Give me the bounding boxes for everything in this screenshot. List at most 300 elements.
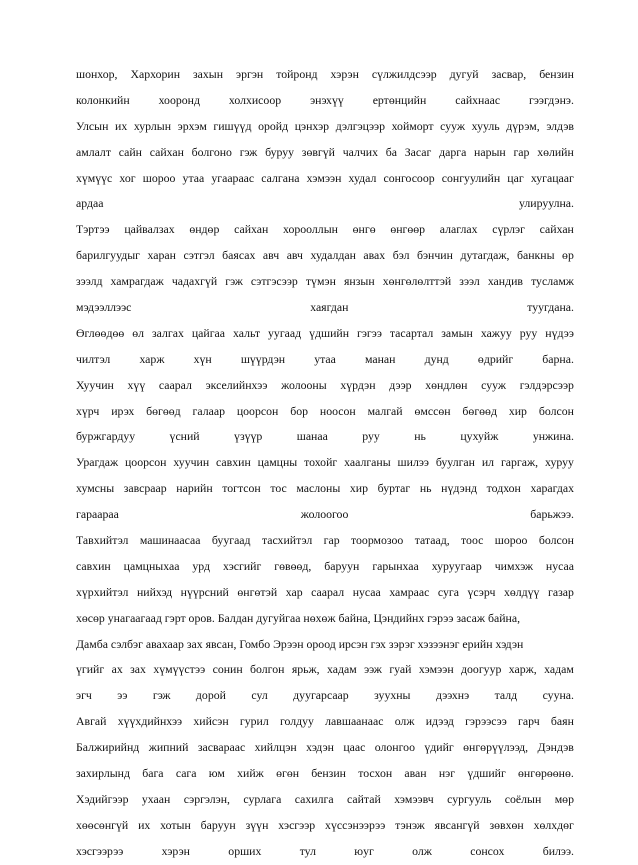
word: бэнчин <box>416 248 453 263</box>
word: мэдээллээс <box>76 300 132 315</box>
word: лавшаанаас <box>325 714 384 729</box>
word: ах <box>111 662 123 677</box>
word: саарал <box>311 584 345 599</box>
word: хөлийн <box>537 144 574 159</box>
word: татаад, <box>414 533 450 548</box>
word: зуухны <box>374 688 411 703</box>
word: гишүүд <box>213 118 252 133</box>
word: буулган <box>435 455 475 470</box>
word: явсангүй <box>434 817 480 832</box>
word: зөвгүй <box>301 144 335 159</box>
word: доогуур <box>461 662 502 677</box>
word: энэхүү <box>310 92 344 107</box>
word: нь <box>419 481 432 496</box>
word: хэмээн <box>306 170 342 185</box>
word: хальт <box>232 325 261 340</box>
word: тос <box>270 481 287 496</box>
word: холхисоор <box>228 92 282 107</box>
word: бор <box>290 403 308 418</box>
word: сонгуулийн <box>441 170 501 185</box>
word: ардаа <box>76 196 104 211</box>
word: шилээ <box>397 455 429 470</box>
word: хүн <box>193 351 212 366</box>
word: банкны <box>517 248 555 263</box>
word: гэж <box>225 274 243 289</box>
word: болсон <box>538 403 574 418</box>
word: харж <box>139 351 165 366</box>
word: шонхор, <box>76 67 118 81</box>
word: Дэндэв <box>537 740 574 755</box>
paragraph-line <box>76 528 574 554</box>
word: буртаг <box>377 481 411 496</box>
word: хуучин <box>173 455 210 470</box>
word: засвараас <box>197 740 246 755</box>
paragraph-line <box>76 787 574 813</box>
word: сууж <box>481 377 507 392</box>
word: баруун <box>324 558 360 573</box>
paragraph-line <box>76 554 574 580</box>
word: өнгөтэй <box>237 584 278 599</box>
word: Улсын <box>76 118 109 133</box>
word: экселийнхээ <box>205 377 268 392</box>
word: голдуу <box>279 714 314 729</box>
word: хуруу <box>545 455 574 470</box>
word: сайтай <box>346 791 381 806</box>
word: тусламж <box>531 274 574 289</box>
paragraph-line <box>76 476 574 502</box>
word: их <box>115 118 128 133</box>
word: сууна. <box>542 688 574 703</box>
paragraph-line <box>76 839 574 865</box>
word: сонгосоор <box>383 170 435 185</box>
word: сонсох <box>470 843 505 858</box>
word: нь <box>414 429 426 444</box>
word: билээ. <box>542 843 574 858</box>
word: Тэртээ <box>76 222 110 237</box>
paragraph-line <box>76 114 574 140</box>
word: залгах <box>151 325 184 340</box>
word: янзын <box>344 274 375 289</box>
word: захын <box>193 67 224 81</box>
word: авах <box>363 248 386 263</box>
paragraph-line <box>76 683 574 709</box>
word: хотын <box>160 817 191 832</box>
word: буугаад <box>211 533 251 548</box>
word: бага <box>142 766 164 781</box>
word: цамцныхаа <box>123 558 180 573</box>
word: хугацааг <box>530 170 574 185</box>
word: жипний <box>148 740 189 755</box>
word: ирэх <box>111 403 135 418</box>
word: гуай <box>389 662 412 677</box>
word: олж <box>412 843 432 858</box>
word: соёлын <box>504 791 542 806</box>
word: хамрагдаж <box>110 274 164 289</box>
word: хүрдэн <box>340 377 376 392</box>
word: нүүрсний <box>180 584 229 599</box>
word: савхин <box>216 455 251 470</box>
word: машинаасаа <box>139 533 201 548</box>
word: цамцны <box>257 455 298 470</box>
paragraph-line <box>76 657 574 683</box>
word: засвар, <box>491 67 527 81</box>
word: нийхэд <box>136 584 173 599</box>
word: сэтгэсээр <box>250 274 298 289</box>
word: чалчих <box>342 144 379 159</box>
word: Хуучин <box>76 377 114 392</box>
word: өмссөн <box>414 403 451 418</box>
word: юуг <box>354 843 374 858</box>
word: хэрэн <box>161 843 190 858</box>
word: өдрийг <box>477 351 514 366</box>
word: угаараас <box>211 170 255 185</box>
word: Хархорин <box>130 67 181 81</box>
word: цоорсон <box>124 455 167 470</box>
word: хэсгээр <box>278 817 316 832</box>
word: өл <box>132 325 145 340</box>
word: идээд <box>425 714 454 729</box>
word: галаар <box>192 403 225 418</box>
word: эргэн <box>236 67 264 81</box>
word: гар <box>513 144 530 159</box>
word: ээж <box>364 662 382 677</box>
word: хууль <box>471 118 500 133</box>
word: сэтгэл <box>183 248 215 263</box>
word: хуруугаар <box>431 558 482 573</box>
word: хэсгээрээ <box>76 843 124 858</box>
word: хар <box>285 584 303 599</box>
word: үзүүр <box>234 429 263 444</box>
word: салгана <box>261 170 300 185</box>
word: барилгуудыг <box>76 248 140 263</box>
word: алаглах <box>439 222 478 237</box>
word: саарал <box>158 377 192 392</box>
word: хэрэн <box>330 67 359 81</box>
word: манан <box>365 351 396 366</box>
word: түмэн <box>305 274 336 289</box>
word: цэнхэр <box>294 118 330 133</box>
word: үсний <box>169 429 200 444</box>
word: гурил <box>239 714 269 729</box>
word: буруу <box>265 144 295 159</box>
word: тасхийтэл <box>261 533 313 548</box>
word: өнгөөр <box>390 222 426 237</box>
word: дугуй <box>449 67 479 81</box>
word: нүдээ <box>545 325 574 340</box>
word: болсон <box>538 533 574 548</box>
word: үсэрч <box>467 584 496 599</box>
paragraph-line <box>76 269 574 295</box>
word: сул <box>251 688 268 703</box>
word: бензин <box>311 766 346 781</box>
word: ба <box>385 144 398 159</box>
word: хог <box>119 170 136 185</box>
word: тойронд <box>276 67 318 81</box>
word: жолоогоо <box>300 507 349 522</box>
word: чимхэж <box>494 558 533 573</box>
word: зүүн <box>245 817 269 832</box>
word: нэг <box>438 766 456 781</box>
word: өгөн <box>276 766 300 781</box>
word: шороо <box>142 170 176 185</box>
word: хэдэн <box>306 740 334 755</box>
word: тасартал <box>389 325 434 340</box>
word: хажуу <box>480 325 512 340</box>
word: өнгөрөөнө. <box>518 766 574 781</box>
word: сэргэлэн, <box>183 791 230 806</box>
word: цоорсон <box>236 403 279 418</box>
word: элдэв <box>546 118 574 133</box>
word: хэсгийг <box>222 558 262 573</box>
word: Засаг <box>404 144 432 159</box>
word: хэмээн <box>418 662 454 677</box>
word: хаягдан <box>310 300 349 315</box>
word: гэж <box>239 144 258 159</box>
word: үгийг <box>76 662 105 677</box>
word: захирлынд <box>76 766 130 781</box>
paragraph-line <box>76 761 574 787</box>
word: хөлдүү <box>503 584 540 599</box>
word: нарийн <box>176 481 213 496</box>
word: оройд <box>258 118 289 133</box>
paragraph-line <box>76 140 574 166</box>
word: олж <box>394 714 415 729</box>
word: цайгаа <box>191 325 226 340</box>
word: баян <box>550 714 574 729</box>
word: барьжээ. <box>530 507 574 522</box>
word: Балжирийнд <box>76 740 140 755</box>
word: хөлхдөг <box>533 817 574 832</box>
word: жолооны <box>281 377 327 392</box>
word: их <box>138 817 151 832</box>
word: дарга <box>439 144 467 159</box>
paragraph-line <box>76 709 574 735</box>
word: малгай <box>367 403 403 418</box>
word: тоос <box>461 533 484 548</box>
word: нарын <box>474 144 506 159</box>
word: өр <box>562 248 574 263</box>
word: үдшийн <box>309 325 350 340</box>
word: эгч <box>76 688 92 703</box>
word: нусаа <box>352 584 381 599</box>
word: зээл <box>459 274 480 289</box>
word: хадам <box>544 662 574 677</box>
word: хойморт <box>391 118 434 133</box>
word: дунд <box>424 351 449 366</box>
word: гэрээсээ <box>465 714 507 729</box>
word: тосхон <box>358 766 393 781</box>
word: баясах <box>222 248 256 263</box>
document-page <box>76 62 574 865</box>
word: тохойг <box>304 455 338 470</box>
paragraph-line <box>76 735 574 761</box>
word: утаа <box>314 351 336 366</box>
word: цаг <box>507 170 524 185</box>
word: зах <box>130 662 146 677</box>
word: талд <box>494 688 518 703</box>
word: өндөр <box>189 222 220 237</box>
word: гарынхаа <box>372 558 419 573</box>
word: ээ <box>117 688 128 703</box>
word: хурлын <box>133 118 172 133</box>
word: гаргаж, <box>500 455 539 470</box>
word: завсраар <box>123 481 167 496</box>
word: Тавхийтэл <box>76 533 129 548</box>
paragraph-line <box>76 373 574 399</box>
word: туугдана. <box>527 300 574 315</box>
word: дуугарсаар <box>293 688 349 703</box>
word: шанаа <box>296 429 328 444</box>
paragraph-line <box>76 399 574 425</box>
word: зээлд <box>76 274 103 289</box>
word: зөвхөн <box>489 817 524 832</box>
word: авч <box>262 248 280 263</box>
word: сага <box>175 766 197 781</box>
paragraph-line: хөсөр унагаагаад гэрт оров. Балдан дугуйгаа нөхөж байна, Цэндийнх гэрээ засаж байна, <box>76 610 521 625</box>
word: дүрэм, <box>506 118 540 133</box>
word: хүссэнээрээ <box>325 817 386 832</box>
word: харагдах <box>530 481 574 496</box>
paragraph-line <box>76 424 574 450</box>
word: чилтэл <box>76 351 111 366</box>
word: нүдэнд <box>441 481 478 496</box>
word: орших <box>228 843 262 858</box>
word: бөгөөд <box>146 403 181 418</box>
word: сайхан <box>539 222 574 237</box>
word: сахилга <box>294 791 334 806</box>
word: мөр <box>554 791 574 806</box>
word: гэж <box>152 688 171 703</box>
word: хадам <box>327 662 357 677</box>
word: сайхан <box>149 144 184 159</box>
word: юм <box>208 766 225 781</box>
word: хэмээвч <box>394 791 434 806</box>
word: гэлдэрсээр <box>519 377 574 392</box>
word: унжина. <box>532 429 574 444</box>
word: худалдан <box>310 248 356 263</box>
word: хөндлөн <box>425 377 468 392</box>
word: аван <box>404 766 427 781</box>
word: бензин <box>539 67 574 81</box>
word: хүрхийтэл <box>76 584 129 599</box>
word: хамраас <box>389 584 430 599</box>
paragraph-line <box>76 347 574 373</box>
word: шороо <box>494 533 528 548</box>
word: гээгдэнэ. <box>529 92 574 107</box>
word: утаа <box>182 170 205 185</box>
word: хийлцэн <box>254 740 297 755</box>
word: ертөнцийн <box>372 92 427 107</box>
word: газар <box>548 584 574 599</box>
word: улируулна. <box>519 196 574 211</box>
word: хийсэн <box>193 714 229 729</box>
word: сайн <box>118 144 142 159</box>
word: Хэдийгээр <box>76 791 129 806</box>
word: сүрлэг <box>492 222 525 237</box>
word: суга <box>437 584 459 599</box>
word: ярьж, <box>291 662 320 677</box>
word: сургууль <box>447 791 492 806</box>
word: барна. <box>542 351 574 366</box>
word: хүмүүс <box>76 170 113 185</box>
word: хөнгөлөлттэй <box>382 274 452 289</box>
word: Урагдаж <box>76 455 119 470</box>
word: сайхан <box>234 222 269 237</box>
paragraph-line <box>76 243 574 269</box>
word: ил <box>481 455 495 470</box>
paragraph-line <box>76 166 574 192</box>
word: хийж <box>237 766 264 781</box>
word: хир <box>349 481 369 496</box>
word: маслоны <box>296 481 341 496</box>
word: тодхон <box>486 481 521 496</box>
word: баруун <box>200 817 236 832</box>
word: бэл <box>392 248 410 263</box>
word: харан <box>147 248 176 263</box>
word: дээр <box>389 377 412 392</box>
paragraph-line <box>76 217 574 243</box>
word: уугаад <box>268 325 302 340</box>
word: ноосон <box>319 403 356 418</box>
word: авч <box>286 248 303 263</box>
paragraph-line <box>76 88 574 114</box>
word: сонин <box>212 662 243 677</box>
word: сүлжилдсээр <box>371 67 437 81</box>
word: тул <box>299 843 316 858</box>
word: савхин <box>76 558 111 573</box>
word: сууж <box>440 118 466 133</box>
word: өнгө <box>352 222 376 237</box>
word: үдшийг <box>467 766 506 781</box>
word: тэнэж <box>395 817 425 832</box>
word: хир <box>508 403 527 418</box>
word: хооронд <box>158 92 200 107</box>
word: гөвөөд, <box>274 558 312 573</box>
word: цайвалзах <box>124 222 175 237</box>
word: дутагдаж, <box>460 248 510 263</box>
word: хүрч <box>76 403 100 418</box>
paragraph-line: Дамба сэлбэг авахаар зах явсан, Гомбо Эрээн ороод ирсэн гэх зэрэг хэзээнэг ерийн хэдэн <box>76 636 524 651</box>
word: үдийг <box>424 740 454 755</box>
paragraph-line <box>76 191 574 217</box>
word: хөөсөнгүй <box>76 817 129 832</box>
word: эрхэм <box>177 118 207 133</box>
word: гараараа <box>76 507 119 522</box>
word: Авгай <box>76 714 107 729</box>
word: бөгөөд <box>462 403 497 418</box>
word: хүмүүстээ <box>153 662 206 677</box>
word: олонгоо <box>374 740 415 755</box>
word: хүүхдийнхээ <box>117 714 183 729</box>
word: хумсны <box>76 481 115 496</box>
word: буржгардуу <box>76 429 136 444</box>
paragraph-line <box>76 62 574 88</box>
word: чадахгүй <box>171 274 218 289</box>
word: хандив <box>487 274 523 289</box>
paragraph-line <box>76 295 574 321</box>
word: дорой <box>195 688 226 703</box>
word: дэлгэцээр <box>335 118 385 133</box>
word: колонкийн <box>76 92 130 107</box>
word: нусаа <box>545 558 574 573</box>
word: сурлага <box>243 791 282 806</box>
word: болгоно <box>191 144 232 159</box>
word: өнгөрүүлээд, <box>463 740 529 755</box>
word: шүүрдэн <box>240 351 286 366</box>
paragraph-line <box>76 450 574 476</box>
word: цухуйж <box>460 429 499 444</box>
word: руу <box>362 429 380 444</box>
